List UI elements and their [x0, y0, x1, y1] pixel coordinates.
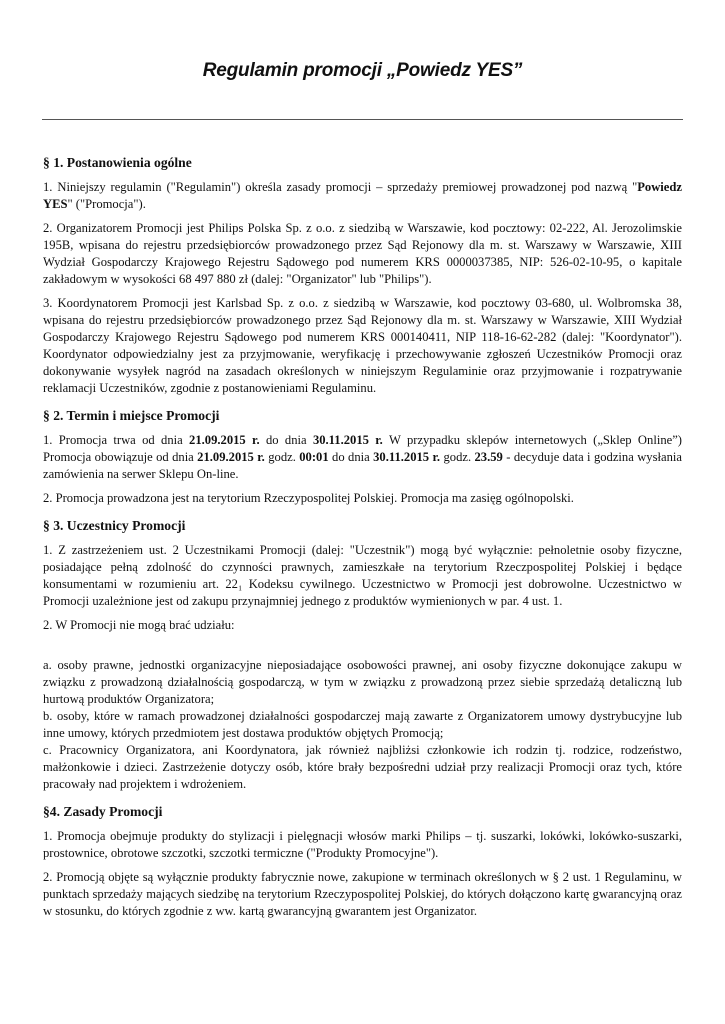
- section-1: [43, 154, 682, 397]
- exclusion-list: [43, 657, 682, 793]
- section-1-heading: § 1. Postanowienia ogólne: [43, 155, 192, 170]
- online-end-time: 23.59: [474, 450, 503, 464]
- section-4-heading: §4. Zasady Promocji: [43, 804, 163, 819]
- start-date: 21.09.2015 r.: [189, 433, 260, 447]
- online-start-date: 21.09.2015 r.: [197, 450, 265, 464]
- end-date: 30.11.2015 r.: [312, 433, 383, 447]
- exclusion-item-b: b. osoby, które w ramach prowadzonej działalności gospodarczej mają zawarte z Organizatorem umowy dystrybucyjne lub inne umowy, których przedmiotem jest dostawa produktów objętych Promocją;: [43, 709, 682, 740]
- section-2-paragraph-1: [43, 432, 682, 483]
- section-1-paragraph-2: 2. Organizatorem Promocji jest Philips Polska Sp. z o.o. z siedzibą w Warszawie, kod pocztowy: 02-222, Al. Jerozolimskie 195B, wpisana do rejestru przedsiębiorców prowadzonego przez Sąd Rejonowy dla m. st. Warszawy w Warszawie, XIII Wydział Gospodarczy Krajowego Rejestru Sądowego pod numerem KRS 0000037385, NIP: 526-02-10-95, o kapitale zakładowym w wysokości 68 497 880 zł (dalej: "Organizator" lub "Philips").: [43, 221, 682, 286]
- online-start-time: 00:01: [299, 450, 329, 464]
- text-run: 1. Promocja trwa od dnia: [43, 433, 190, 447]
- online-end-date: 30.11.2015 r.: [373, 450, 441, 464]
- text-run: do dnia: [259, 433, 313, 447]
- promotion-name: Powiedz YES: [43, 180, 682, 211]
- section-4-paragraph-1: 1. Promocja obejmuje produkty do stylizacji i pielęgnacji włosów marki Philips – tj. suszarki, lokówki, lokówko-suszarki, prostownice, obrotowe szczotki, szczotki termiczne ("Produkty Promocyjne").: [43, 829, 682, 860]
- document-body: [43, 154, 682, 927]
- section-2-heading: § 2. Termin i miejsce Promocji: [43, 408, 220, 423]
- section-4-paragraph-2: 2. Promocją objęte są wyłącznie produkty fabrycznie nowe, zakupione w terminach określonych w § 2 ust. 1 Regulaminu, w punktach sprzedaży mających siedzibę na terytorium Rzeczypospolitej Polskiej, do których dołączono kartę gwarancyjną oraz w stosunku, do których zgodnie z ww. kartą gwarancyjną gwarantem jest Organizator.: [43, 870, 682, 918]
- section-2: [43, 407, 682, 507]
- text-run: - decyduje data i godzina wysłania zamówienia na serwer Sklepu On-line.: [43, 450, 682, 481]
- spacer: [43, 641, 682, 657]
- section-3-heading: § 3. Uczestnicy Promocji: [43, 518, 186, 533]
- text-run: do dnia: [328, 450, 374, 464]
- exclusion-item-a: a. osoby prawne, jednostki organizacyjne nieposiadające osobowości prawnej, ani osoby fizyczne dokonujące zakupu w związku z prowadzoną działalnością gospodarczą, w tym w związku z prowadzoną przez siebie sprzedażą detaliczną lub hurtową produktów Organizatora;: [43, 658, 682, 706]
- text-run: godz.: [440, 450, 475, 464]
- section-3-paragraph-1: 1. Z zastrzeżeniem ust. 2 Uczestnikami Promocji (dalej: "Uczestnik") mogą być wyłącznie: pełnoletnie osoby fizyczne, posiadające pełną zdolność do czynności prawnych, zamieszkałe na terytorium Rzeczpospolitej Polskiej i będące konsumentami w rozumieniu art. 22₁ Kodeksu cywilnego. Uczestnictwo w Promocji jest dobrowolne. Uczestnictwo w Promocji uzależnione jest od zakupu przynajmniej jednego z produktów wymienionych w par. 4 ust. 1.: [43, 543, 682, 608]
- text-run: godz.: [264, 450, 300, 464]
- section-1-paragraph-1: [43, 179, 682, 213]
- section-3-paragraph-2: 2. W Promocji nie mogą brać udziału:: [43, 618, 235, 632]
- section-1-paragraph-3: 3. Koordynatorem Promocji jest Karlsbad Sp. z o.o. z siedzibą w Warszawie, kod pocztowy 03-680, ul. Wolbromska 38, wpisana do rejestru przedsiębiorców prowadzonego przez Sąd Rejonowy dla m. st. Warszawy w Warszawie, XIII Wydział Gospodarczy Krajowego Rejestru Sądowego pod numerem KRS 000140411, NIP 118-16-62-282 (dalej: "Koordynator"). Koordynator odpowiedzialny jest za przyjmowanie, weryfikację i przechowywanie zgłoszeń Uczestników Promocji oraz dokonywanie wysyłek nagród na zasadach określonych w niniejszym Regulaminie oraz przyjmowanie i rozpatrywanie reklamacji Uczestników, zgodnie z postanowieniami Regulaminu.: [43, 296, 682, 395]
- title-divider: [42, 119, 683, 120]
- text-run: " ("Promocja").: [67, 197, 146, 211]
- document-title: Regulamin promocji „Powiedz YES”: [202, 60, 523, 81]
- section-3: [43, 517, 682, 793]
- exclusion-item-c: c. Pracownicy Organizatora, ani Koordynatora, jak również najbliżsi członkowie ich rodzin tj. rodzice, rodzeństwo, małżonkowie i dzieci. Zastrzeżenie dotyczy osób, które brały bezpośredni udział przy realizacji Promocji oraz tych, które pracowały nad projektem i wdrożeniem.: [43, 743, 682, 791]
- section-4: [43, 803, 682, 920]
- text-run: 1. Niniejszy regulamin ("Regulamin") określa zasady promocji – sprzedaży premiowej prowadzonej pod nazwą ": [43, 180, 638, 194]
- text-run: W przypadku sklepów internetowych („Sklep Online”) Promocja obowiązuje od dnia: [43, 433, 682, 464]
- section-2-paragraph-2: 2. Promocja prowadzona jest na terytorium Rzeczypospolitej Polskiej. Promocja ma zasięg ogólnopolski.: [43, 491, 574, 505]
